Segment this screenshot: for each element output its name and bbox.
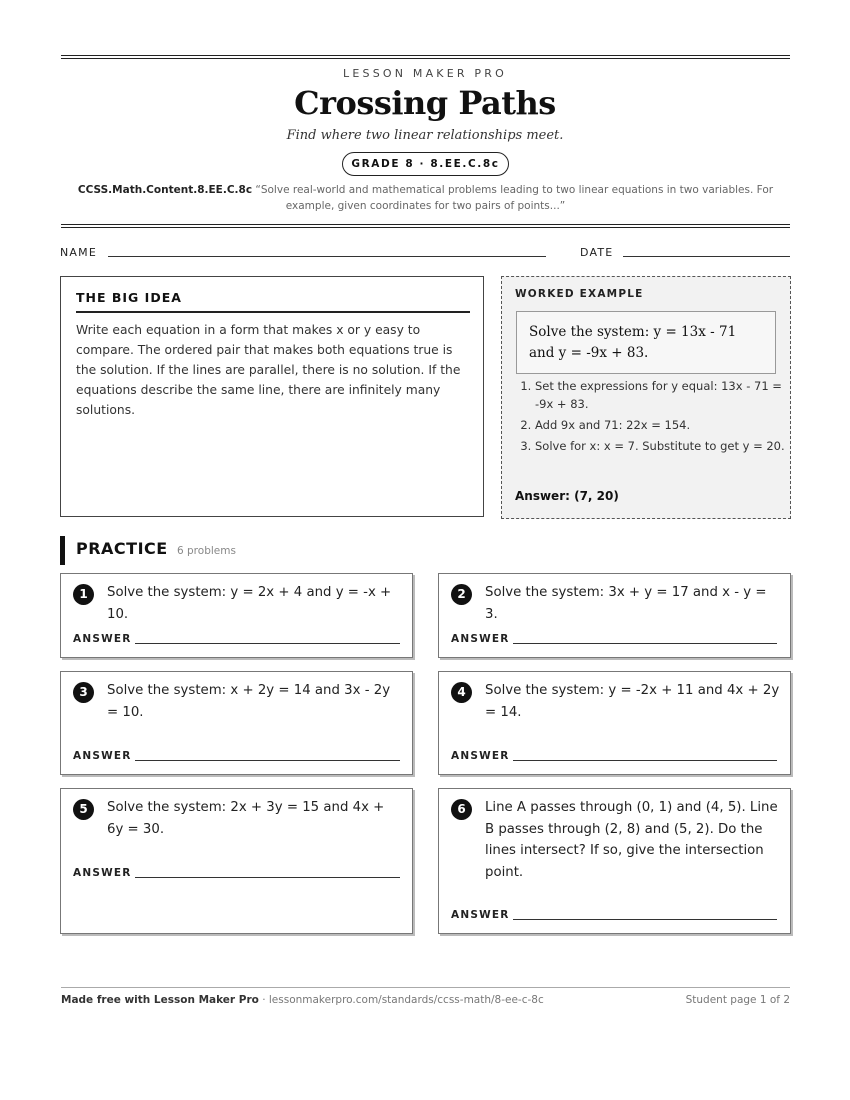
worked-example-step: 2. Add 9x and 71: 22x = 154. [535, 417, 797, 435]
answer-field-6[interactable] [513, 919, 777, 920]
problem-text: Line A passes through (0, 1) and (4, 5). Line B passes through (2, 8) and (5, 2). Do the lines intersect? If so, give the intersection point. [485, 800, 778, 880]
problem-number: 4 [451, 682, 472, 703]
problem-text: Solve the system: y = 2x + 4 and y = -x + 10. [107, 585, 392, 622]
problem-card-3 [60, 671, 413, 775]
problem-card-5 [60, 788, 413, 934]
answer-field-2[interactable] [513, 643, 777, 644]
problem-card-4 [438, 671, 791, 775]
answer-label: ANSWER [73, 633, 132, 645]
standard-code: CCSS.Math.Content.8.EE.C.8c [77, 184, 253, 196]
problem-card-2 [438, 573, 791, 658]
answer-field-5[interactable] [135, 877, 400, 878]
problem-number: 5 [73, 799, 94, 820]
practice-accent-bar [60, 536, 65, 565]
answer-field-1[interactable] [135, 643, 400, 644]
header-bottom-rule-inner [61, 227, 790, 228]
name-label: NAME [60, 246, 97, 259]
answer-label: ANSWER [451, 750, 510, 762]
problem-text: Solve the system: 2x + 3y = 15 and 4x + 6y = 30. [107, 800, 385, 837]
big-idea-text: Write each equation in a form that makes x or y easy to compare. The ordered pair that makes both equations true is the solution. If the lines are parallel, there is no solution. If the equations describe the same line, there are infinitely many solutions. [76, 323, 461, 417]
footer-rule [61, 987, 790, 988]
page-title: Crossing Paths [294, 84, 556, 122]
practice-count: 6 problems [177, 545, 236, 557]
big-idea-heading: THE BIG IDEA [76, 290, 470, 313]
header-bottom-rule [61, 224, 790, 225]
footer-url[interactable]: · lessonmakerpro.com/standards/ccss-math/8-ee-c-8c [258, 994, 544, 1006]
problem-number: 2 [451, 584, 472, 605]
answer-label: ANSWER [451, 909, 510, 921]
name-field[interactable] [108, 256, 546, 257]
worked-example-problem: Solve the system: y = 13x - 71 and y = -9x + 83. [516, 311, 776, 374]
big-idea-box [60, 276, 484, 517]
page-subtitle: Find where two linear relationships meet. [286, 128, 564, 143]
problem-text: Solve the system: 3x + y = 17 and x - y = 3. [485, 585, 767, 622]
practice-heading: PRACTICE [76, 539, 168, 558]
problem-text: Solve the system: x + 2y = 14 and 3x - 2y = 10. [107, 683, 391, 720]
answer-label: ANSWER [451, 633, 510, 645]
worked-example-answer: Answer: (7, 20) [515, 489, 619, 503]
footer-credit [61, 994, 544, 1006]
answer-field-4[interactable] [513, 760, 777, 761]
header-top-rule [61, 55, 790, 56]
problem-text: Solve the system: y = -2x + 11 and 4x + 2y = 14. [485, 683, 780, 720]
worked-example-steps [516, 378, 797, 459]
standard-description [61, 182, 790, 214]
problem-card-1 [60, 573, 413, 658]
worked-example-heading: WORKED EXAMPLE [515, 288, 644, 300]
header-top-rule-inner [61, 58, 790, 59]
problem-number: 1 [73, 584, 94, 605]
footer-made-with: Made free with Lesson Maker Pro [61, 994, 259, 1006]
footer-page-number: Student page 1 of 2 [685, 994, 790, 1006]
date-label: DATE [580, 246, 614, 259]
worked-example-box [501, 276, 791, 519]
problem-card-6 [438, 788, 791, 934]
date-field[interactable] [623, 256, 790, 257]
answer-label: ANSWER [73, 867, 132, 879]
brand-name: LESSON MAKER PRO [343, 67, 507, 80]
worked-example-step: 1. Set the expressions for y equal: 13x - 71 = -9x + 83. [535, 378, 797, 413]
answer-field-3[interactable] [135, 760, 400, 761]
problem-number: 3 [73, 682, 94, 703]
answer-label: ANSWER [73, 750, 132, 762]
worked-example-step: 3. Solve for x: x = 7. Substitute to get y = 20. [535, 438, 797, 456]
standard-quote: “Solve real-world and mathematical problems leading to two linear equations in two variables. For example, given coordinates for two pairs of points...” [255, 184, 774, 212]
problem-number: 6 [451, 799, 472, 820]
grade-badge: GRADE 8 · 8.EE.C.8c [342, 152, 509, 176]
